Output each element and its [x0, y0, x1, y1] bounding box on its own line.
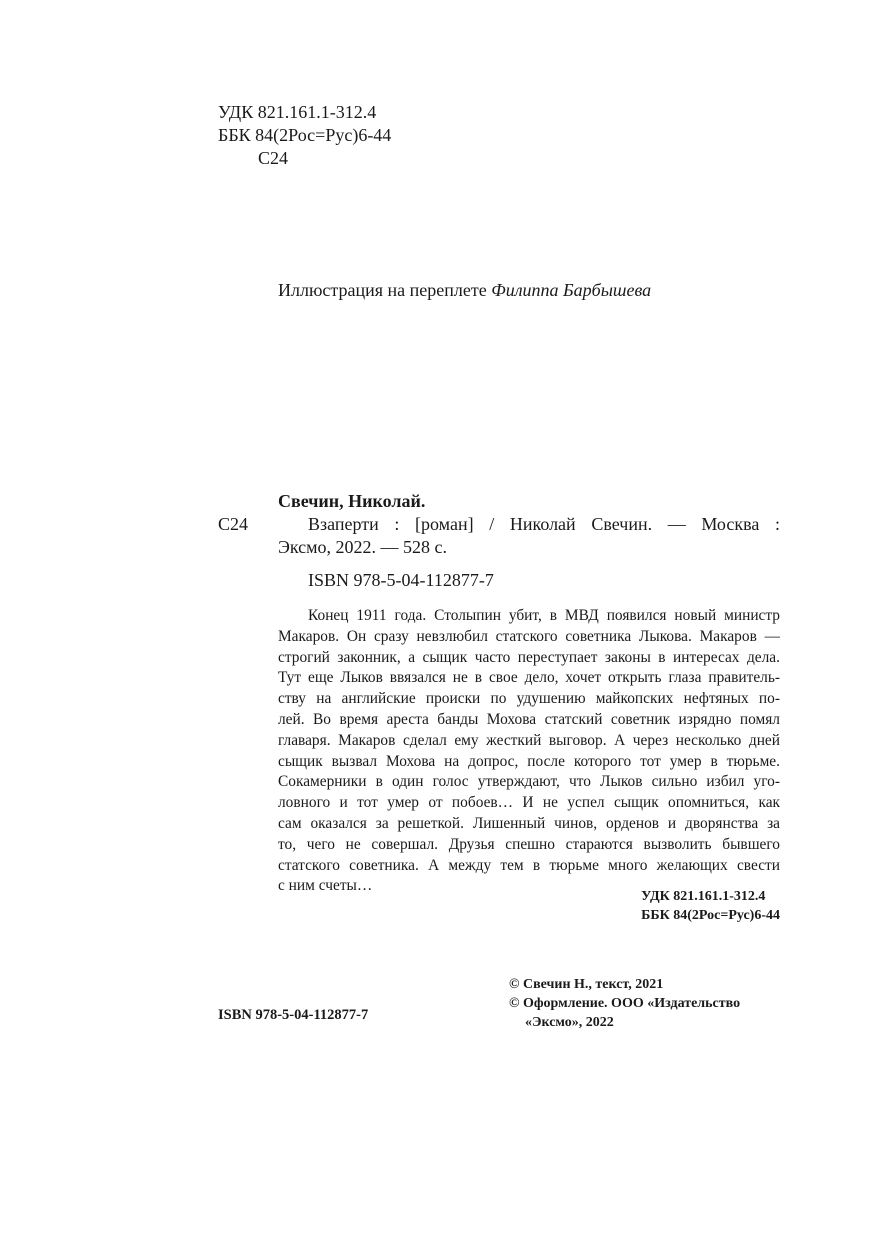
annotation-line: с ним счеты… — [278, 877, 373, 895]
classification-footer — [641, 887, 780, 925]
illustration-label: Иллюстрация на переплете — [278, 280, 487, 300]
annotation-line: лей. Во время ареста банды Мохова статский советник изрядно помял — [278, 710, 780, 728]
bbk-code-bottom: ББК 84(2Рос=Рус)6-44 — [641, 908, 780, 923]
annotation-line: строгий законник, а сыщик часто переступает законы в интересах дела. — [278, 648, 780, 666]
catalog-entry — [218, 490, 780, 897]
copyright-line: © Свечин Н., текст, 2021 — [509, 977, 664, 992]
entry-title-line2: Эксмо, 2022. — 528 с. — [278, 537, 448, 557]
udk-code-bottom: УДК 821.161.1-312.4 — [641, 889, 766, 904]
entry-code: С24 — [218, 514, 249, 534]
copyright-block — [509, 975, 740, 1032]
annotation-line: Макаров. Он сразу невзлюбил статского советника Лыкова. Макаров — — [278, 627, 780, 645]
annotation-line: ловного и тот умер от побоев… И не успел сыщик опомниться, как — [278, 794, 780, 812]
copyright-line: «Эксмо», 2022 — [525, 1015, 614, 1030]
annotation-line: сам оказался за решеткой. Лишенный чинов, орденов и дворянства за — [278, 814, 780, 832]
copyright-line: © Оформление. ООО «Издательство — [509, 996, 741, 1011]
entry-isbn: ISBN 978-5-04-112877-7 — [308, 570, 494, 590]
entry-title-row — [218, 513, 780, 536]
illustration-credit — [278, 280, 651, 301]
annotation-line: Конец 1911 года. Столыпин убит, в МВД появился новый министр — [308, 607, 780, 624]
annotation-line: ству на английские происки по удушению майкопских нефтяных по- — [278, 690, 780, 708]
classification-header — [218, 101, 518, 170]
annotation-line: сыщик вызвал Мохова на допрос, после которого тот умер в тюрьме. — [278, 752, 780, 770]
entry-title-line1: Взаперти : [роман] / Николай Свечин. — Москва : — [308, 514, 780, 534]
annotation-line: Сокамерники в один голос утверждают, что Лыков сильно избил уго- — [278, 773, 780, 791]
author-sign: С24 — [258, 148, 289, 168]
udk-code: УДК 821.161.1-312.4 — [218, 102, 377, 122]
annotation-line: статского советника. А между тем в тюрьме много желающих свести — [278, 856, 780, 874]
annotation — [278, 606, 780, 897]
entry-author: Свечин, Николай. — [278, 491, 426, 511]
annotation-line: Тут еще Лыков ввязался не в свое дело, хочет открыть глаза правитель- — [278, 669, 780, 687]
isbn-bottom: ISBN 978-5-04-112877-7 — [218, 1007, 369, 1023]
annotation-line: главаря. Макаров сделал ему жесткий выговор. А через несколько дней — [278, 731, 780, 749]
annotation-line: то, чего не совершал. Друзья спешно стараются вызволить бывшего — [278, 835, 780, 853]
illustration-artist: Филиппа Барбышева — [491, 280, 652, 300]
bbk-code: ББК 84(2Рос=Рус)6-44 — [218, 125, 392, 145]
